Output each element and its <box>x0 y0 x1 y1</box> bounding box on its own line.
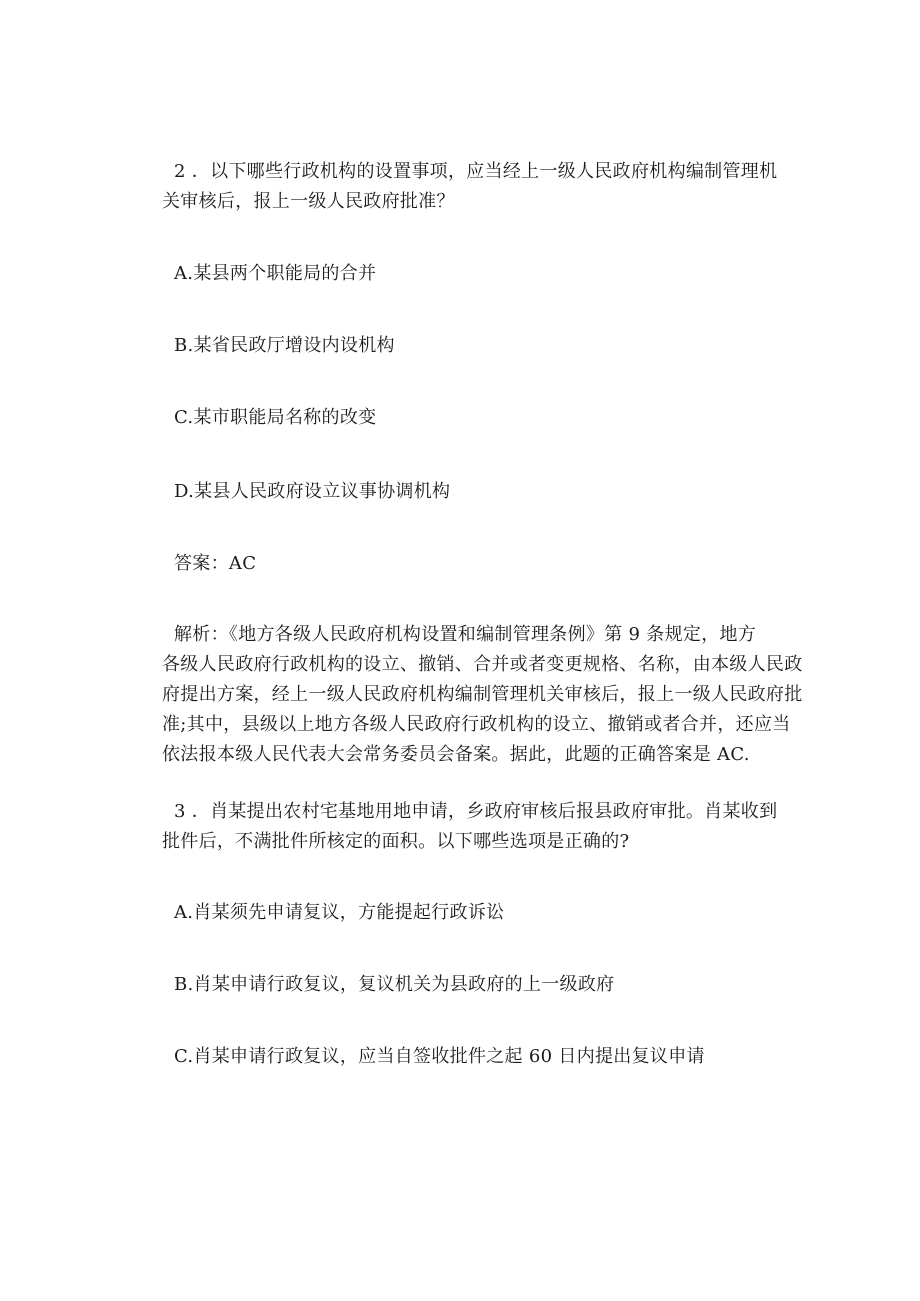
question-2-option-b: B.某省民政厅增设内设机构 <box>174 335 395 356</box>
question-2-stem <box>162 157 787 217</box>
question-2-analysis <box>162 620 803 770</box>
analysis-line: 依法报本级人民代表大会常务委员会备案。据此，此题的正确答案是 AC. <box>162 744 750 765</box>
analysis-line: 府提出方案，经上一级人民政府机构编制管理机关审核后，报上一级人民政府批 <box>162 684 803 705</box>
question-2-option-d: D.某县人民政府设立议事协调机构 <box>174 481 451 502</box>
question-3-option-c: C.肖某申请行政复议，应当自签收批件之起 60 日内提出复议申请 <box>174 1046 705 1067</box>
question-3-stem <box>162 797 787 857</box>
question-3-option-b: B.肖某申请行政复议，复议机关为县政府的上一级政府 <box>174 974 615 995</box>
analysis-line: 准;其中，县级以上地方各级人民政府行政机构的设立、撤销或者合并，还应当 <box>162 714 791 735</box>
question-2-stem-line: 关审核后，报上一级人民政府批准？ <box>162 191 455 212</box>
question-3-stem-line: 批件后，不满批件所核定的面积。以下哪些选项是正确的? <box>162 831 630 852</box>
analysis-line: 各级人民政府行政机构的设立、撤销、合并或者变更规格、名称，由本级人民政 <box>162 654 803 675</box>
question-3-stem-line: 3 ．肖某提出农村宅基地用地申请，乡政府审核后报县政府审批。肖某收到 <box>174 801 778 822</box>
question-2-answer: 答案：AC <box>174 553 257 574</box>
question-2-option-a: A.某县两个职能局的合并 <box>174 263 377 284</box>
question-2-option-c: C.某市职能局名称的改变 <box>174 407 377 428</box>
analysis-line: 解析：《地方各级人民政府机构设置和编制管理条例》第 9 条规定，地方 <box>174 624 757 645</box>
question-2-stem-line: 2 ．以下哪些行政机构的设置事项，应当经上一级人民政府机构编制管理机 <box>174 161 778 182</box>
question-3-option-a: A.肖某须先申请复议，方能提起行政诉讼 <box>174 902 505 923</box>
